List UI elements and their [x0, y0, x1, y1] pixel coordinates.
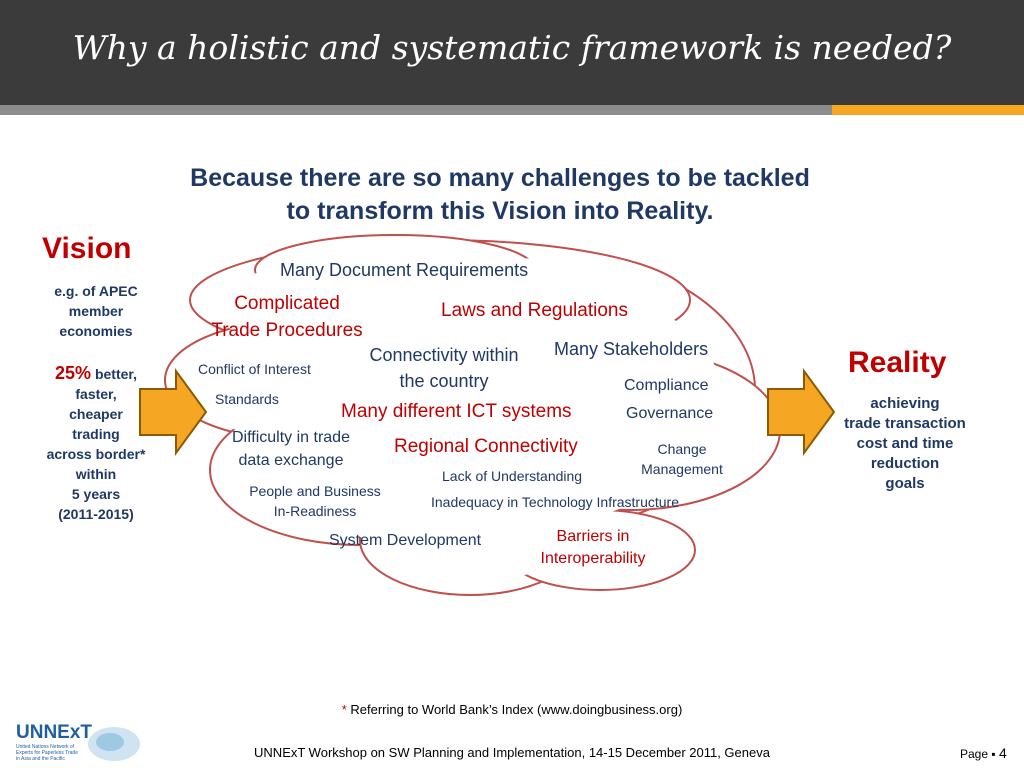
challenge-system-development: System Development: [329, 532, 482, 549]
reality-line: cost and time: [856, 435, 954, 452]
vision-line: 5 years: [71, 486, 121, 502]
reality-description: [830, 394, 980, 494]
challenge-line: Management: [641, 461, 723, 477]
subtitle-line-2: to transform this Vision into Reality.: [286, 197, 714, 225]
challenge-compliance: Compliance: [624, 377, 709, 394]
footer-text: UNNExT Workshop on SW Planning and Implementation, 14-15 December 2011, Geneva: [254, 745, 770, 760]
challenge-standards: Standards: [215, 391, 279, 407]
challenge-line: Difficulty in trade: [232, 429, 350, 446]
page-label: Page: [960, 747, 989, 761]
challenge-line: Change: [657, 441, 707, 457]
vision-line: across border*: [46, 446, 146, 462]
challenge-line: In-Readiness: [273, 503, 357, 519]
vision-line: faster,: [75, 386, 117, 402]
challenge-doc-requirements: Many Document Requirements: [280, 260, 529, 280]
reality-line: achieving: [870, 395, 940, 412]
vision-description: [30, 281, 162, 524]
challenge-line: data exchange: [238, 452, 344, 469]
vision-line: within: [75, 466, 117, 482]
reality-line: reduction: [870, 455, 940, 472]
vision-goal-text: better,: [91, 366, 137, 382]
challenge-connectivity-country: [348, 342, 540, 394]
vision-line: cheaper: [69, 406, 123, 422]
vision-line: member: [68, 303, 124, 319]
challenge-stakeholders: Many Stakeholders: [554, 339, 709, 359]
footnote-star: *: [341, 702, 347, 717]
vision-line: e.g. of APEC: [54, 283, 138, 299]
challenge-line: Trade Procedures: [211, 320, 363, 341]
challenge-line: the country: [399, 371, 489, 391]
footnote-text: Referring to World Bank’s Index (www.doingbusiness.org): [346, 702, 683, 717]
challenge-line: Interoperability: [540, 550, 646, 567]
challenge-governance: Governance: [626, 405, 714, 422]
page-indicator: [960, 745, 1007, 761]
logo-name: UNNExT: [16, 722, 93, 743]
challenge-regional-connectivity: Regional Connectivity: [394, 436, 578, 457]
reality-line: trade transaction: [844, 415, 966, 432]
subtitle-line-1: Because there are so many challenges to be tackled: [190, 164, 810, 192]
vision-percent: 25%: [55, 363, 92, 383]
challenge-conflict: Conflict of Interest: [198, 361, 311, 377]
vision-goal-line: [30, 363, 162, 384]
challenge-lack-understanding: Lack of Understanding: [442, 468, 583, 484]
vision-line: economies: [59, 323, 133, 339]
reality-heading: Reality: [848, 346, 947, 379]
vision-line: trading: [72, 426, 120, 442]
logo-tagline: United Nations Network of Experts for Paperless Trade in Asia and the Pacific: [16, 744, 78, 762]
vision-heading: Vision: [42, 232, 132, 265]
challenge-difficulty-data-exchange: [213, 426, 369, 472]
challenge-barriers-interoperability: [527, 526, 659, 570]
challenge-complicated-procedures: [198, 290, 376, 344]
footnote: [0, 702, 1024, 717]
challenge-change-management: [632, 439, 732, 479]
challenge-line: Complicated: [234, 293, 340, 314]
challenge-line: Connectivity within: [369, 345, 519, 365]
challenge-line: People and Business: [249, 483, 381, 499]
slide-title: Why a holistic and systematic framework is needed?: [72, 28, 952, 67]
challenge-ict-systems: Many different ICT systems: [341, 401, 572, 422]
challenge-laws: Laws and Regulations: [441, 300, 628, 321]
challenge-inadequacy-infrastructure: Inadequacy in Technology Infrastructure: [431, 494, 680, 510]
page-separator: ▪: [991, 747, 996, 761]
vision-line: (2011-2015): [58, 506, 134, 522]
page-number: 4: [998, 745, 1007, 761]
challenge-line: Barriers in: [556, 528, 630, 545]
challenge-people-business: [248, 481, 382, 521]
reality-line: goals: [885, 475, 925, 492]
